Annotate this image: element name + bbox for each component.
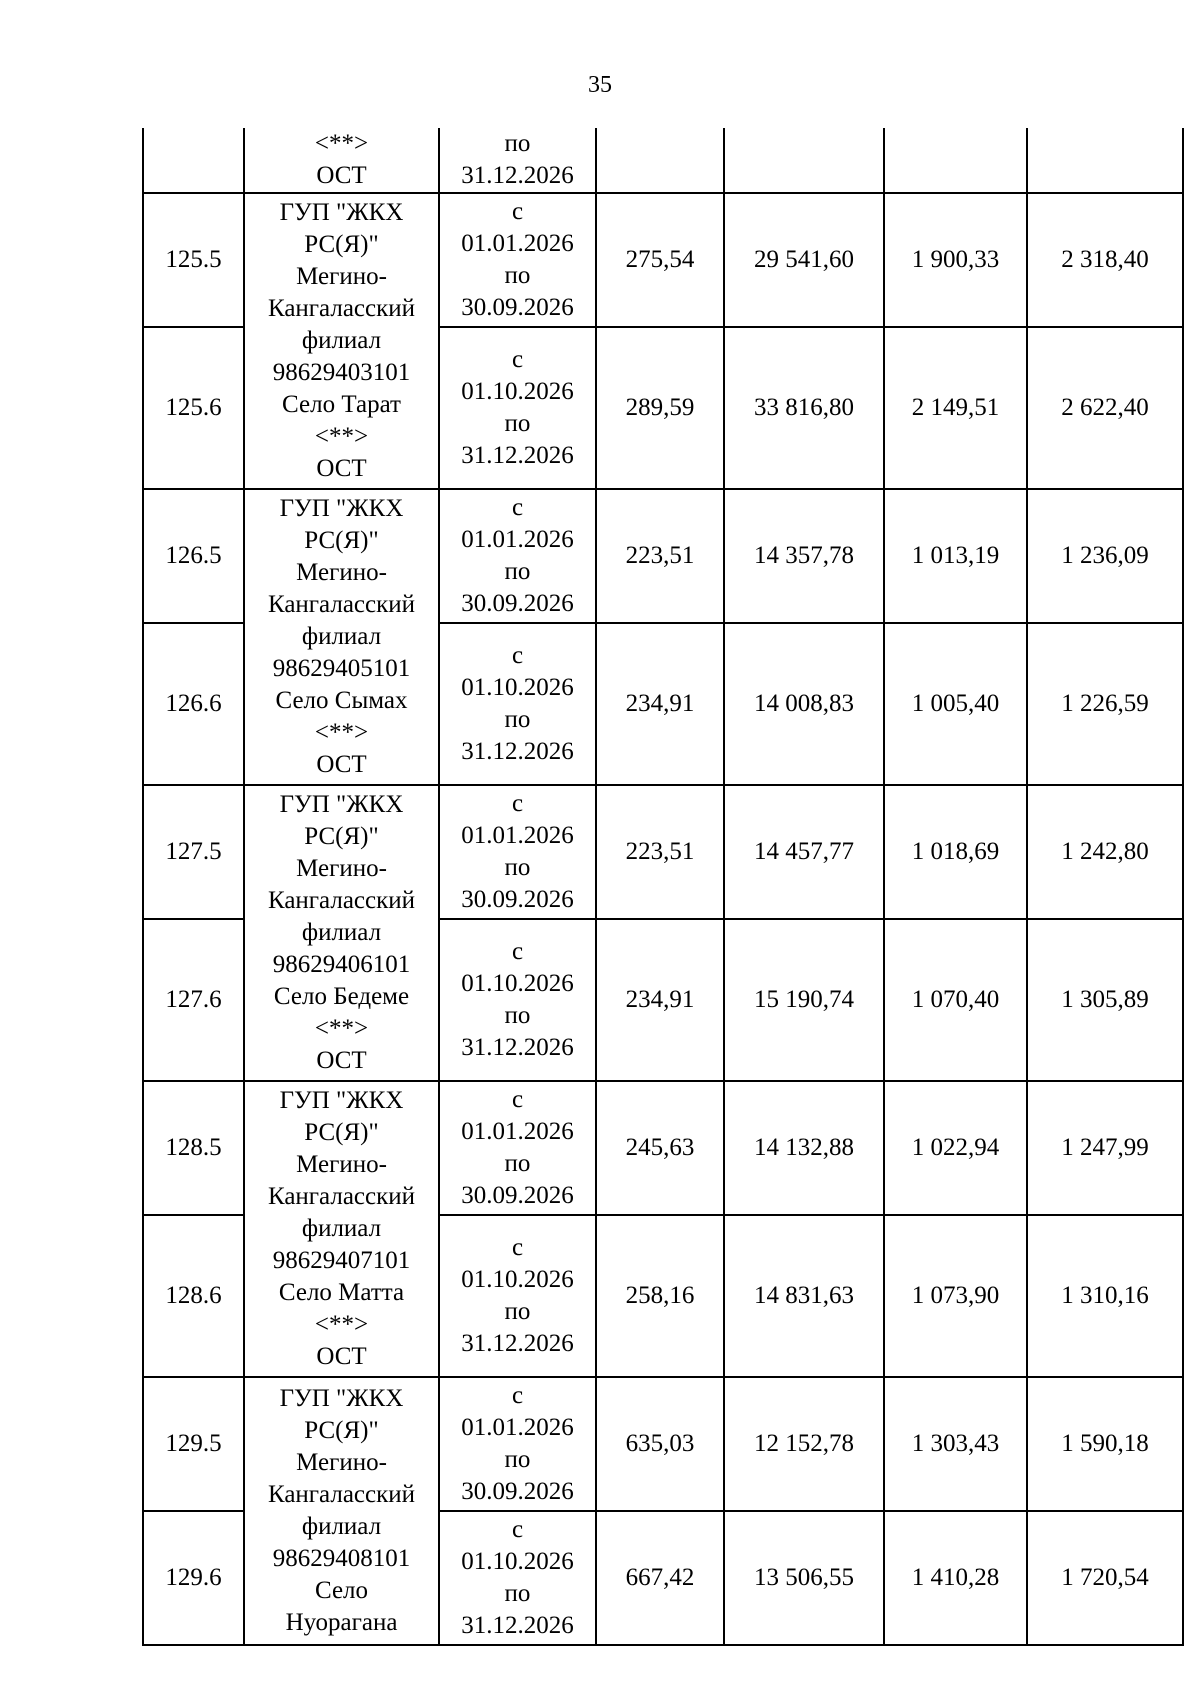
- table-row-continuation: [143, 128, 1183, 193]
- organization-cell-line: РС(Я)": [304, 823, 379, 850]
- value-col-5: 14 831,63: [724, 1215, 884, 1377]
- value-col-4: 289,59: [596, 327, 724, 489]
- value-col-4: 234,91: [596, 919, 724, 1081]
- period-cell-line: 31.12.2026: [461, 1330, 574, 1357]
- row-id-cell: 129.5: [143, 1377, 244, 1511]
- row-id-cell: 126.5: [143, 489, 244, 623]
- period-cell-line: 01.10.2026: [461, 1266, 574, 1293]
- row-id-cell: 127.6: [143, 919, 244, 1081]
- period-cell-line: 01.10.2026: [461, 1548, 574, 1575]
- period-cell-line: по: [504, 1002, 531, 1029]
- row-id-cell: 125.6: [143, 327, 244, 489]
- table-body: [143, 128, 1183, 1645]
- tariff-table: [142, 128, 1184, 1646]
- value-col-6: 1 022,94: [884, 1081, 1027, 1215]
- period-cell: [439, 193, 596, 327]
- organization-cell: [244, 1081, 439, 1377]
- organization-cell-line: филиал: [301, 1513, 382, 1540]
- period-cell: [439, 623, 596, 785]
- period-cell-line: с: [511, 1086, 524, 1113]
- value-col-5: 13 506,55: [724, 1511, 884, 1645]
- period-cell-line: по: [504, 130, 531, 157]
- organization-cell-line: Нуорагана: [285, 1609, 398, 1636]
- period-cell-line: по: [504, 410, 531, 437]
- value-col-4: 223,51: [596, 489, 724, 623]
- value-col-6: 1 410,28: [884, 1511, 1027, 1645]
- organization-cell-line: ОСТ: [316, 162, 367, 189]
- value-col-5: 14 357,78: [724, 489, 884, 623]
- value-col-5: 14 132,88: [724, 1081, 884, 1215]
- period-cell-line: по: [504, 854, 531, 881]
- value-col-6: 1 070,40: [884, 919, 1027, 1081]
- organization-cell-line: <**>: [314, 1015, 369, 1042]
- organization-cell-line: <**>: [314, 719, 369, 746]
- organization-cell-line: Кангаласский: [267, 1183, 416, 1210]
- period-cell-line: по: [504, 1298, 531, 1325]
- organization-cell-line: ОСТ: [316, 455, 367, 482]
- period-cell-line: по: [504, 1150, 531, 1177]
- row-id-cell: 128.6: [143, 1215, 244, 1377]
- period-cell-line: 31.12.2026: [461, 1612, 574, 1639]
- value-col-6: 1 303,43: [884, 1377, 1027, 1511]
- organization-cell-line: ОСТ: [316, 1047, 367, 1074]
- period-cell: [439, 128, 596, 193]
- organization-cell-line: Село Матта: [278, 1279, 405, 1306]
- period-cell-line: по: [504, 706, 531, 733]
- value-col-4: 258,16: [596, 1215, 724, 1377]
- value-col-6: 2 149,51: [884, 327, 1027, 489]
- organization-cell-line: филиал: [301, 919, 382, 946]
- period-cell: [439, 919, 596, 1081]
- period-cell-line: с: [511, 790, 524, 817]
- organization-cell-line: Село Тарат: [282, 391, 401, 418]
- value-col-5: 12 152,78: [724, 1377, 884, 1511]
- period-cell-line: с: [511, 1516, 524, 1543]
- organization-cell: [244, 489, 439, 785]
- value-col-6: 1 073,90: [884, 1215, 1027, 1377]
- organization-cell-line: 98629406101: [272, 951, 411, 978]
- row-id-cell: 126.6: [143, 623, 244, 785]
- organization-cell-line: Кангаласский: [267, 295, 416, 322]
- value-col-6: 1 005,40: [884, 623, 1027, 785]
- organization-cell-line: филиал: [301, 623, 382, 650]
- period-cell-line: 01.10.2026: [461, 674, 574, 701]
- period-cell-line: с: [511, 938, 524, 965]
- value-col-7: 1 590,18: [1027, 1377, 1183, 1511]
- organization-cell-line: Мегино-: [296, 559, 387, 586]
- organization-cell-line: Мегино-: [296, 1151, 387, 1178]
- period-cell-line: 01.01.2026: [461, 1118, 574, 1145]
- value-col-4: 667,42: [596, 1511, 724, 1645]
- organization-cell-line: 98629408101: [272, 1545, 411, 1572]
- value-col-5: 15 190,74: [724, 919, 884, 1081]
- value-col-7: 1 305,89: [1027, 919, 1183, 1081]
- organization-cell-line: ОСТ: [316, 751, 367, 778]
- row-id-cell: 127.5: [143, 785, 244, 919]
- value-col-7: 1 242,80: [1027, 785, 1183, 919]
- period-cell-line: 30.09.2026: [461, 590, 574, 617]
- period-cell-line: с: [511, 198, 524, 225]
- value-col-6: 1 900,33: [884, 193, 1027, 327]
- period-cell: [439, 1511, 596, 1645]
- page-number: 35: [588, 72, 612, 98]
- organization-cell-line: <**>: [314, 130, 369, 157]
- organization-cell-line: ГУП "ЖКХ: [279, 495, 404, 522]
- organization-cell-line: 98629403101: [272, 359, 411, 386]
- organization-cell-line: 98629407101: [272, 1247, 411, 1274]
- period-cell-line: с: [511, 494, 524, 521]
- period-cell: [439, 489, 596, 623]
- organization-cell-line: РС(Я)": [304, 1417, 379, 1444]
- value-col-7: 1 236,09: [1027, 489, 1183, 623]
- organization-cell-line: Село Бедеме: [273, 983, 410, 1010]
- value-col-7: 2 318,40: [1027, 193, 1183, 327]
- value-col-5: 33 816,80: [724, 327, 884, 489]
- period-cell: [439, 327, 596, 489]
- period-cell-line: 01.01.2026: [461, 1414, 574, 1441]
- value-col-4: [596, 128, 724, 193]
- value-col-7: 1 247,99: [1027, 1081, 1183, 1215]
- period-cell-line: 01.10.2026: [461, 378, 574, 405]
- value-col-7: 1 720,54: [1027, 1511, 1183, 1645]
- organization-cell: [244, 785, 439, 1081]
- organization-cell-line: Кангаласский: [267, 1481, 416, 1508]
- period-cell: [439, 1081, 596, 1215]
- organization-cell-line: РС(Я)": [304, 527, 379, 554]
- organization-cell-line: ГУП "ЖКХ: [279, 1385, 404, 1412]
- organization-cell-line: Село: [314, 1577, 369, 1604]
- value-col-4: 234,91: [596, 623, 724, 785]
- period-cell-line: с: [511, 1382, 524, 1409]
- period-cell-line: 01.01.2026: [461, 230, 574, 257]
- period-cell-line: по: [504, 1446, 531, 1473]
- period-cell: [439, 1377, 596, 1511]
- organization-cell-line: Мегино-: [296, 1449, 387, 1476]
- organization-cell-line: Мегино-: [296, 855, 387, 882]
- row-id-cell: 129.6: [143, 1511, 244, 1645]
- period-cell-line: 30.09.2026: [461, 1478, 574, 1505]
- organization-cell-line: РС(Я)": [304, 231, 379, 258]
- organization-cell-line: Кангаласский: [267, 887, 416, 914]
- period-cell-line: по: [504, 262, 531, 289]
- value-col-6: [884, 128, 1027, 193]
- value-col-4: 223,51: [596, 785, 724, 919]
- period-cell-line: 01.01.2026: [461, 822, 574, 849]
- organization-cell-line: <**>: [314, 1311, 369, 1338]
- organization-cell-line: ОСТ: [316, 1343, 367, 1370]
- organization-cell-line: Кангаласский: [267, 591, 416, 618]
- table-row: [143, 193, 1183, 327]
- period-cell-line: по: [504, 558, 531, 585]
- organization-cell: [244, 128, 439, 193]
- value-col-5: [724, 128, 884, 193]
- organization-cell-line: 98629405101: [272, 655, 411, 682]
- value-col-6: 1 018,69: [884, 785, 1027, 919]
- period-cell-line: 01.01.2026: [461, 526, 574, 553]
- organization-cell: [244, 1377, 439, 1645]
- organization-cell-line: ГУП "ЖКХ: [279, 199, 404, 226]
- period-cell-line: с: [511, 346, 524, 373]
- value-col-7: 1 310,16: [1027, 1215, 1183, 1377]
- period-cell-line: 30.09.2026: [461, 886, 574, 913]
- period-cell-line: 31.12.2026: [461, 738, 574, 765]
- table-row: [143, 785, 1183, 919]
- row-id-cell: 125.5: [143, 193, 244, 327]
- value-col-6: 1 013,19: [884, 489, 1027, 623]
- organization-cell: [244, 193, 439, 489]
- period-cell-line: по: [504, 1580, 531, 1607]
- period-cell-line: 30.09.2026: [461, 294, 574, 321]
- value-col-5: 29 541,60: [724, 193, 884, 327]
- organization-cell-line: ГУП "ЖКХ: [279, 1087, 404, 1114]
- value-col-4: 635,03: [596, 1377, 724, 1511]
- table-row: [143, 1377, 1183, 1511]
- table-row: [143, 1081, 1183, 1215]
- period-cell-line: 01.10.2026: [461, 970, 574, 997]
- organization-cell-line: РС(Я)": [304, 1119, 379, 1146]
- period-cell-line: с: [511, 1234, 524, 1261]
- organization-cell-line: Село Сымах: [275, 687, 408, 714]
- period-cell-line: 31.12.2026: [461, 162, 574, 189]
- row-id-cell: 128.5: [143, 1081, 244, 1215]
- value-col-5: 14 008,83: [724, 623, 884, 785]
- period-cell-line: 30.09.2026: [461, 1182, 574, 1209]
- value-col-7: [1027, 128, 1183, 193]
- period-cell-line: 31.12.2026: [461, 442, 574, 469]
- table-row: [143, 489, 1183, 623]
- period-cell-line: с: [511, 642, 524, 669]
- organization-cell-line: <**>: [314, 423, 369, 450]
- organization-cell-line: Мегино-: [296, 263, 387, 290]
- row-id-cell: [143, 128, 244, 193]
- value-col-4: 275,54: [596, 193, 724, 327]
- period-cell-line: 31.12.2026: [461, 1034, 574, 1061]
- organization-cell-line: филиал: [301, 1215, 382, 1242]
- organization-cell-line: ГУП "ЖКХ: [279, 791, 404, 818]
- organization-cell-line: филиал: [301, 327, 382, 354]
- period-cell: [439, 1215, 596, 1377]
- period-cell: [439, 785, 596, 919]
- value-col-4: 245,63: [596, 1081, 724, 1215]
- value-col-7: 2 622,40: [1027, 327, 1183, 489]
- value-col-5: 14 457,77: [724, 785, 884, 919]
- value-col-7: 1 226,59: [1027, 623, 1183, 785]
